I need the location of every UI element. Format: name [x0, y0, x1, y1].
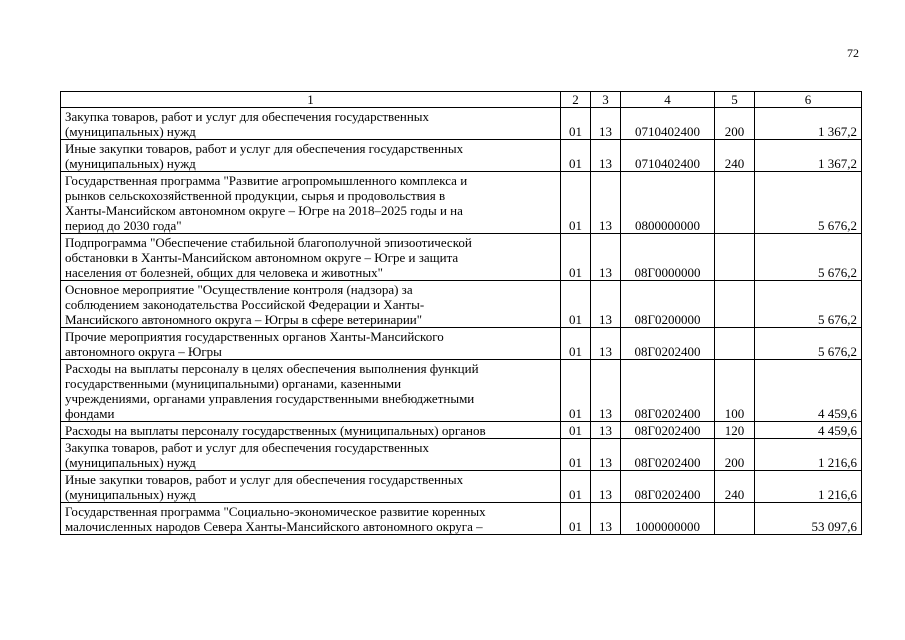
table-row — [61, 471, 862, 503]
row-name-line: Расходы на выплаты персоналу в целях обеспечения выполнения функций — [65, 361, 479, 376]
row-name-line: обстановки в Ханты-Мансийском автономном округе – Югре и защита — [65, 250, 459, 265]
row-name-line: (муниципальных) нужд — [65, 455, 196, 470]
row-name-line: Государственная программа "Развитие агропромышленного комплекса и — [65, 173, 468, 188]
row-c4-cell: 08Г0202400 — [621, 439, 715, 471]
row-c6-cell: 4 459,6 — [755, 360, 862, 422]
row-name-line: Основное мероприятие "Осуществление контроля (надзора) за — [65, 282, 413, 297]
header-cell-4: 4 — [621, 92, 715, 108]
row-name-line: государственными (муниципальными) органами, казенными — [65, 376, 402, 391]
table-row — [61, 360, 862, 422]
table-row — [61, 108, 862, 140]
row-name-line: Закупка товаров, работ и услуг для обеспечения государственных — [65, 109, 430, 124]
row-c2-cell: 01 — [561, 471, 591, 503]
row-name-line: (муниципальных) нужд — [65, 156, 196, 171]
row-c3-cell: 13 — [591, 172, 621, 234]
row-c4-cell: 0710402400 — [621, 140, 715, 172]
row-c4-cell: 0800000000 — [621, 172, 715, 234]
header-cell-6: 6 — [755, 92, 862, 108]
row-c5-cell: 120 — [715, 422, 755, 439]
row-name-line: рынков сельскохозяйственной продукции, сырья и продовольствия в — [65, 188, 446, 203]
row-c6-cell: 5 676,2 — [755, 234, 862, 281]
row-c3-cell: 13 — [591, 140, 621, 172]
row-name-cell — [61, 281, 561, 328]
row-name-line: Иные закупки товаров, работ и услуг для обеспечения государственных — [65, 141, 464, 156]
row-name-cell — [61, 108, 561, 140]
row-name-cell — [61, 471, 561, 503]
row-name-cell — [61, 422, 561, 439]
row-c6-cell: 5 676,2 — [755, 328, 862, 360]
row-name-line: малочисленных народов Севера Ханты-Мансийского автономного округа – — [65, 519, 483, 534]
row-name-line: населения от болезней, общих для человека и животных" — [65, 265, 383, 280]
row-c5-cell: 240 — [715, 471, 755, 503]
row-c6-cell: 53 097,6 — [755, 503, 862, 535]
row-c5-cell — [715, 328, 755, 360]
row-c5-cell — [715, 172, 755, 234]
row-c3-cell: 13 — [591, 439, 621, 471]
row-name-cell — [61, 360, 561, 422]
table-row — [61, 234, 862, 281]
row-name-cell — [61, 439, 561, 471]
row-c5-cell — [715, 281, 755, 328]
header-cell-5: 5 — [715, 92, 755, 108]
table-row — [61, 439, 862, 471]
row-c6-cell: 5 676,2 — [755, 172, 862, 234]
row-c2-cell: 01 — [561, 439, 591, 471]
row-c6-cell: 1 216,6 — [755, 439, 862, 471]
row-c5-cell: 200 — [715, 108, 755, 140]
row-name-line: Ханты-Мансийском автономном округе – Югре на 2018–2025 годы и на — [65, 203, 463, 218]
row-c4-cell: 08Г0202400 — [621, 471, 715, 503]
row-c4-cell: 08Г0000000 — [621, 234, 715, 281]
header-cell-2: 2 — [561, 92, 591, 108]
row-c5-cell: 100 — [715, 360, 755, 422]
row-c4-cell: 08Г0202400 — [621, 360, 715, 422]
row-c2-cell: 01 — [561, 234, 591, 281]
row-c2-cell: 01 — [561, 172, 591, 234]
row-c6-cell: 1 367,2 — [755, 108, 862, 140]
row-c2-cell: 01 — [561, 503, 591, 535]
row-c2-cell: 01 — [561, 328, 591, 360]
row-c3-cell: 13 — [591, 360, 621, 422]
row-c5-cell — [715, 503, 755, 535]
row-c4-cell: 08Г0200000 — [621, 281, 715, 328]
row-name-line: Государственная программа "Социально-экономическое развитие коренных — [65, 504, 486, 519]
row-name-line: учреждениями, органами управления государственными внебюджетными — [65, 391, 475, 406]
row-name-line: автономного округа – Югры — [65, 344, 222, 359]
table-row — [61, 328, 862, 360]
row-c2-cell: 01 — [561, 108, 591, 140]
table-row — [61, 140, 862, 172]
table-header-row — [61, 92, 862, 108]
row-c4-cell: 0710402400 — [621, 108, 715, 140]
row-name-line: (муниципальных) нужд — [65, 487, 196, 502]
row-name-line: (муниципальных) нужд — [65, 124, 196, 139]
row-c2-cell: 01 — [561, 360, 591, 422]
row-c5-cell: 240 — [715, 140, 755, 172]
row-name-cell — [61, 234, 561, 281]
row-name-line: период до 2030 года" — [65, 218, 182, 233]
row-c3-cell: 13 — [591, 471, 621, 503]
row-name-line: Прочие мероприятия государственных органов Ханты-Мансийского — [65, 329, 444, 344]
row-name-line: Закупка товаров, работ и услуг для обеспечения государственных — [65, 440, 430, 455]
header-cell-3: 3 — [591, 92, 621, 108]
row-c3-cell: 13 — [591, 328, 621, 360]
row-c3-cell: 13 — [591, 281, 621, 328]
row-c6-cell: 5 676,2 — [755, 281, 862, 328]
header-cell-1: 1 — [61, 92, 561, 108]
row-c6-cell: 1 367,2 — [755, 140, 862, 172]
row-c4-cell: 08Г0202400 — [621, 422, 715, 439]
row-name-line: Мансийского автономного округа – Югры в сфере ветеринарии" — [65, 312, 423, 327]
row-c4-cell: 1000000000 — [621, 503, 715, 535]
row-c2-cell: 01 — [561, 281, 591, 328]
row-c3-cell: 13 — [591, 234, 621, 281]
row-c3-cell: 13 — [591, 503, 621, 535]
row-name-line: Расходы на выплаты персоналу государственных (муниципальных) органов — [65, 423, 486, 438]
row-c6-cell: 4 459,6 — [755, 422, 862, 439]
table-row — [61, 172, 862, 234]
row-name-line: Подпрограмма "Обеспечение стабильной благополучной эпизоотической — [65, 235, 472, 250]
row-c5-cell — [715, 234, 755, 281]
row-c4-cell: 08Г0202400 — [621, 328, 715, 360]
row-c2-cell: 01 — [561, 422, 591, 439]
row-name-cell — [61, 503, 561, 535]
row-name-line: Иные закупки товаров, работ и услуг для обеспечения государственных — [65, 472, 464, 487]
row-name-cell — [61, 172, 561, 234]
row-name-line: фондами — [65, 406, 115, 421]
row-c6-cell: 1 216,6 — [755, 471, 862, 503]
table-row — [61, 281, 862, 328]
row-name-cell — [61, 140, 561, 172]
page-number: 72 — [847, 46, 859, 60]
row-c3-cell: 13 — [591, 108, 621, 140]
row-c3-cell: 13 — [591, 422, 621, 439]
table-row — [61, 503, 862, 535]
table-row — [61, 422, 862, 439]
row-name-line: соблюдением законодательства Российской Федерации и Ханты- — [65, 297, 425, 312]
row-c2-cell: 01 — [561, 140, 591, 172]
row-name-cell — [61, 328, 561, 360]
row-c5-cell: 200 — [715, 439, 755, 471]
budget-table — [60, 91, 862, 535]
